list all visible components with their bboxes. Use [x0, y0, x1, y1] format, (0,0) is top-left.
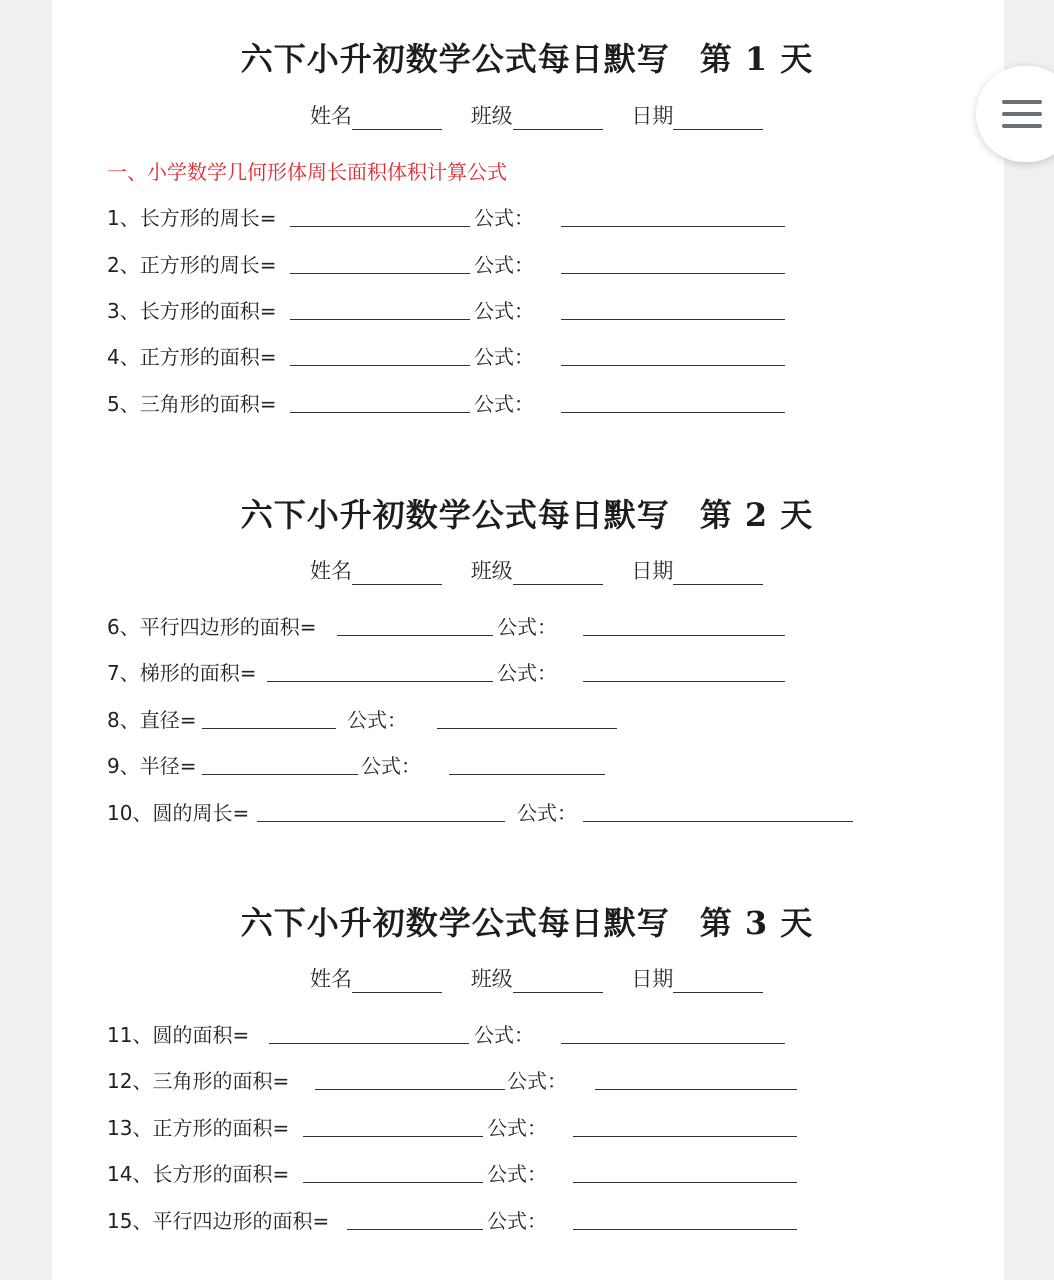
name-label: 姓名 [310, 104, 352, 128]
worksheet-title-day-2 [0, 490, 1054, 536]
answer-blank [202, 728, 336, 729]
answer-blank [303, 1182, 483, 1183]
name-blank [352, 565, 442, 585]
formula-label: 公式： [474, 1023, 534, 1047]
item-label: 13、正方形的面积= [107, 1116, 290, 1140]
day-number: 第 1 天 [699, 40, 814, 78]
item-label: 6、平行四边形的面积= [107, 615, 317, 639]
formula-blank [583, 635, 785, 636]
formula-blank [561, 273, 785, 274]
formula-label: 公式： [361, 754, 421, 778]
formula-blank [561, 412, 785, 413]
answer-blank [303, 1136, 483, 1137]
formula-label: 公式： [487, 1209, 547, 1233]
item-label: 9、半径= [107, 754, 197, 778]
item-label: 12、三角形的面积= [107, 1069, 290, 1093]
answer-blank [290, 319, 470, 320]
class-blank [513, 973, 603, 993]
date-label: 日期 [631, 967, 674, 991]
formula-label: 公式： [474, 206, 534, 230]
name-blank [352, 110, 442, 130]
formula-label: 公式： [474, 299, 534, 323]
title-text: 六下小升初数学公式每日默写 [240, 496, 670, 534]
name-label: 姓名 [310, 559, 352, 583]
student-info-row-day-1 [310, 100, 785, 130]
section-heading: 一、小学数学几何形体周长面积体积计算公式 [107, 160, 507, 184]
date-blank [673, 565, 763, 585]
formula-label: 公式： [487, 1162, 547, 1186]
item-label: 14、长方形的面积= [107, 1162, 290, 1186]
formula-label: 公式： [507, 1069, 567, 1093]
item-label: 8、直径= [107, 708, 197, 732]
formula-label: 公式： [347, 708, 407, 732]
formula-label: 公式： [487, 1116, 547, 1140]
formula-blank [573, 1229, 797, 1230]
day-number: 第 3 天 [699, 904, 814, 942]
formula-blank [573, 1136, 797, 1137]
title-text: 六下小升初数学公式每日默写 [240, 40, 670, 78]
worksheet-title-day-1 [0, 34, 1054, 80]
item-label: 11、圆的面积= [107, 1023, 250, 1047]
item-label: 10、圆的周长= [107, 801, 250, 825]
answer-blank [315, 1089, 505, 1090]
student-info-row-day-3 [310, 963, 785, 993]
class-blank [513, 565, 603, 585]
item-label: 7、梯形的面积= [107, 661, 257, 685]
title-text: 六下小升初数学公式每日默写 [240, 904, 670, 942]
class-blank [513, 110, 603, 130]
formula-label: 公式： [474, 392, 534, 416]
day-number: 第 2 天 [699, 496, 814, 534]
date-blank [673, 973, 763, 993]
answer-blank [257, 821, 505, 822]
class-label: 班级 [470, 104, 513, 128]
formula-blank [561, 1043, 785, 1044]
formula-blank [583, 681, 785, 682]
item-label: 4、正方形的面积= [107, 345, 277, 369]
worksheet-title-day-3 [0, 898, 1054, 944]
item-label: 2、正方形的周长= [107, 253, 277, 277]
date-label: 日期 [631, 559, 674, 583]
class-label: 班级 [470, 559, 513, 583]
name-label: 姓名 [310, 967, 352, 991]
answer-blank [347, 1229, 483, 1230]
formula-label: 公式： [517, 801, 577, 825]
formula-label: 公式： [497, 615, 557, 639]
answer-blank [337, 635, 493, 636]
formula-blank [561, 226, 785, 227]
item-label: 1、长方形的周长= [107, 206, 277, 230]
answer-blank [269, 1043, 469, 1044]
formula-blank [561, 319, 785, 320]
item-label: 15、平行四边形的面积= [107, 1209, 330, 1233]
formula-blank [561, 365, 785, 366]
formula-label: 公式： [474, 345, 534, 369]
formula-blank [449, 774, 605, 775]
formula-label: 公式： [474, 253, 534, 277]
item-label: 3、长方形的面积= [107, 299, 277, 323]
answer-blank [290, 365, 470, 366]
answer-blank [267, 681, 493, 682]
class-label: 班级 [470, 967, 513, 991]
date-blank [673, 110, 763, 130]
answer-blank [290, 226, 470, 227]
answer-blank [290, 273, 470, 274]
formula-label: 公式： [497, 661, 557, 685]
formula-blank [583, 821, 853, 822]
formula-blank [437, 728, 617, 729]
date-label: 日期 [631, 104, 674, 128]
answer-blank [290, 412, 470, 413]
formula-blank [573, 1182, 797, 1183]
item-label: 5、三角形的面积= [107, 392, 277, 416]
name-blank [352, 973, 442, 993]
answer-blank [202, 774, 358, 775]
formula-blank [595, 1089, 797, 1090]
student-info-row-day-2 [310, 555, 785, 585]
